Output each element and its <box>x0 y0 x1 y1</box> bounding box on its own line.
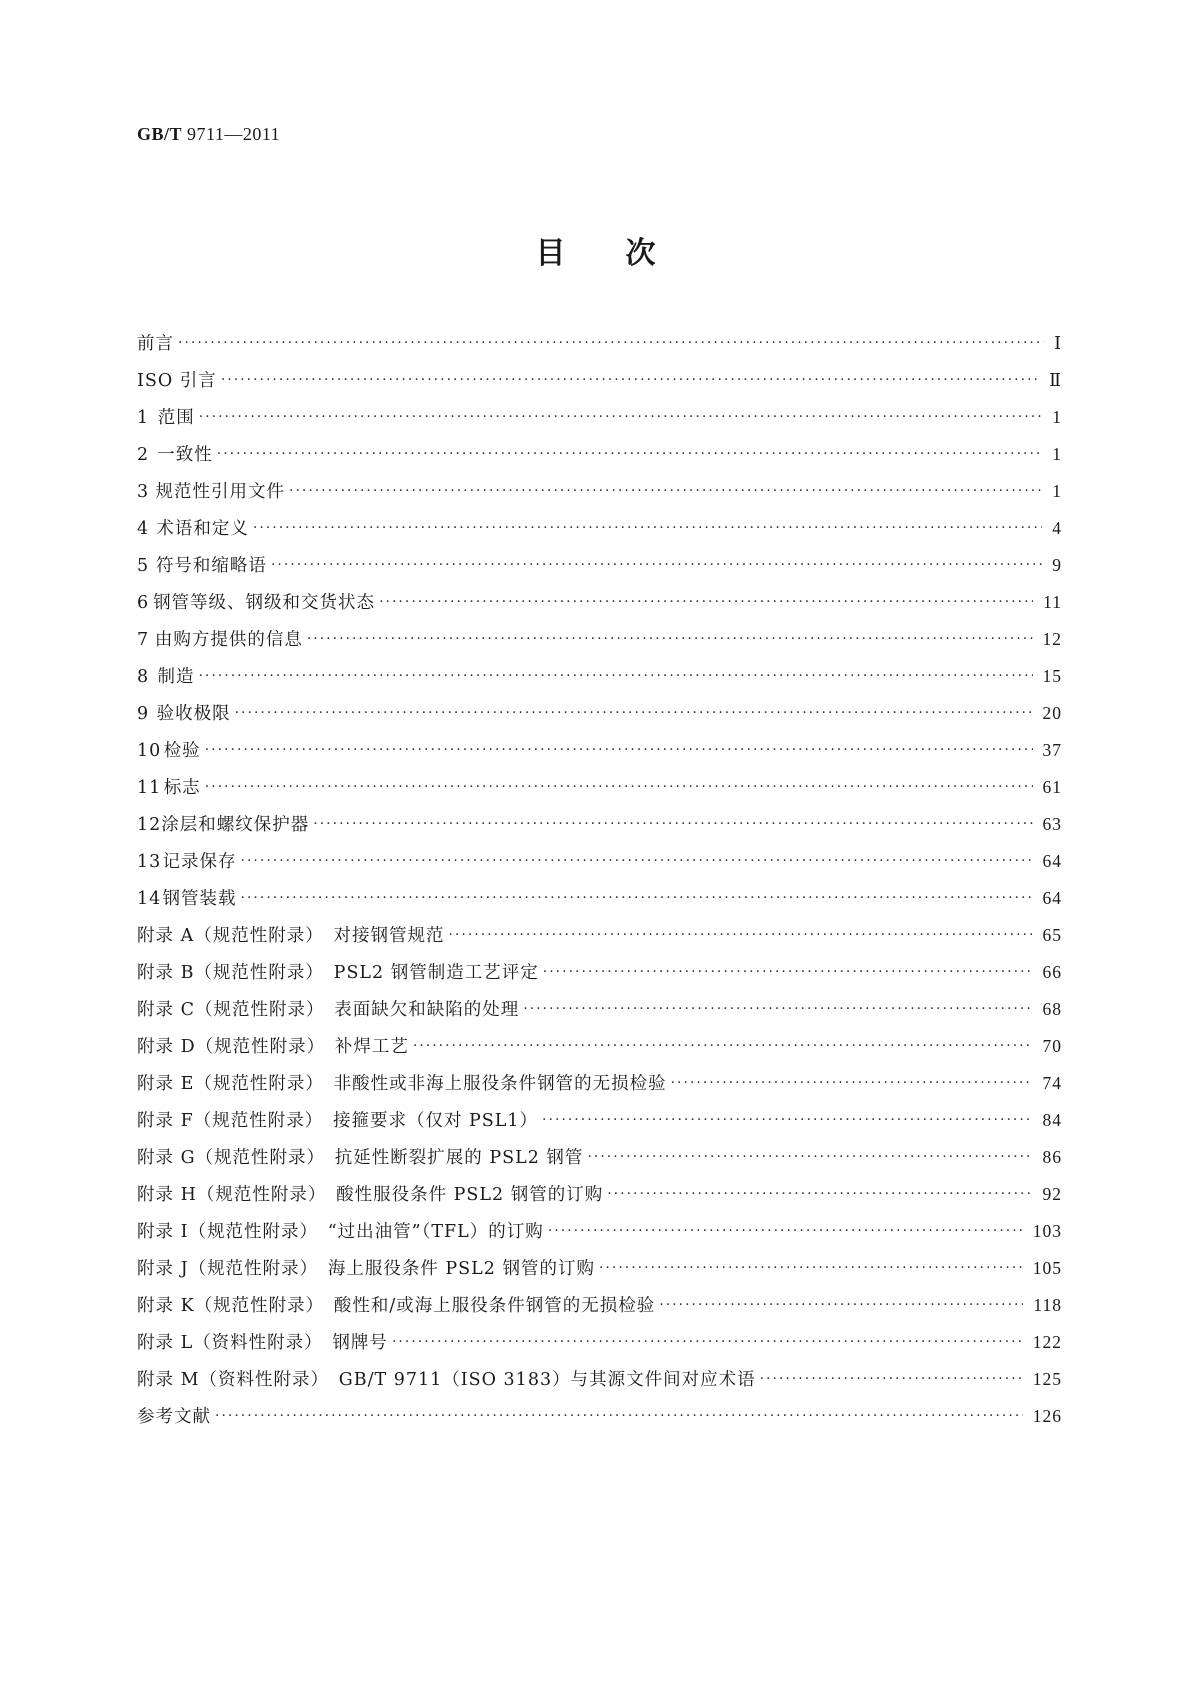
toc-entry-label: 涂层和螺纹保护器 <box>161 815 310 835</box>
toc-leader-dots <box>178 335 1044 351</box>
toc-entry-page: 66 <box>1042 962 1062 982</box>
toc-entry-number: 9 <box>137 704 150 724</box>
toc-entry-label: 一致性 <box>157 445 213 465</box>
toc-entry-number: 7 <box>137 630 150 650</box>
toc-entry-page: Ⅰ <box>1054 333 1062 353</box>
toc-entry-page: 15 <box>1042 666 1062 686</box>
toc-entry-label: 标志 <box>163 778 201 798</box>
toc-entry[interactable] <box>137 552 1062 589</box>
toc-entry-label: 前言 <box>137 334 174 354</box>
toc-leader-dots <box>217 446 1042 462</box>
toc-entry-number: 13 <box>137 852 162 872</box>
toc-entry[interactable] <box>137 1181 1062 1218</box>
toc-entry-label: 附录 A（规范性附录） 对接钢管规范 <box>137 926 445 946</box>
toc-leader-dots <box>379 594 1033 610</box>
page-title: 目次 <box>535 236 716 271</box>
toc-leader-dots <box>671 1075 1033 1091</box>
toc-entry-number: 11 <box>137 778 162 798</box>
toc-leader-dots <box>241 853 1033 869</box>
toc-leader-dots <box>313 816 1032 832</box>
toc-leader-dots <box>215 1408 1023 1424</box>
toc-entry-number: 4 <box>137 519 150 539</box>
toc-entry-number: 10 <box>137 741 162 761</box>
toc-entry[interactable] <box>137 1366 1062 1403</box>
toc-entry-label: 验收极限 <box>156 704 231 724</box>
toc-entry[interactable] <box>137 1218 1062 1255</box>
toc-leader-dots <box>241 890 1033 906</box>
toc-entry[interactable] <box>137 737 1062 774</box>
standard-code: 9711—2011 <box>187 124 281 144</box>
toc-entry-page: 64 <box>1042 851 1062 871</box>
toc-entry-label: 附录 I（规范性附录） “过出油管”（TFL）的订购 <box>137 1222 544 1242</box>
toc-leader-dots <box>587 1149 1032 1165</box>
toc-entry-label: 参考文献 <box>137 1407 211 1427</box>
toc-entry-page: 126 <box>1032 1406 1062 1426</box>
toc-leader-dots <box>542 1112 1032 1128</box>
toc-entry[interactable] <box>137 626 1062 663</box>
toc-entry-page: 103 <box>1032 1221 1062 1241</box>
toc-leader-dots <box>307 631 1033 647</box>
toc-leader-dots <box>221 372 1039 388</box>
toc-entry[interactable] <box>137 959 1062 996</box>
toc-entry-label: 范围 <box>157 408 195 428</box>
toc-entry-label: 术语和定义 <box>156 519 249 539</box>
toc-entry-label: 记录保存 <box>162 852 237 872</box>
toc-leader-dots <box>760 1371 1023 1387</box>
toc-entry-page: 122 <box>1032 1332 1062 1352</box>
toc-leader-dots <box>543 964 1033 980</box>
toc-entry-number: 8 <box>137 667 150 687</box>
toc-entry-page: 4 <box>1052 518 1062 538</box>
toc-entry[interactable] <box>137 367 1062 404</box>
toc-entry-label: ISO 引言 <box>137 371 217 391</box>
toc-entry-label: 附录 D（规范性附录） 补焊工艺 <box>137 1037 409 1057</box>
toc-leader-dots <box>607 1186 1032 1202</box>
toc-entry-page: 118 <box>1033 1295 1062 1315</box>
toc-entry-page: 9 <box>1052 555 1062 575</box>
toc-entry-label: 附录 H（规范性附录） 酸性服役条件 PSL2 钢管的订购 <box>137 1185 604 1205</box>
toc-entry-page: 74 <box>1042 1073 1062 1093</box>
toc-leader-dots <box>659 1297 1023 1313</box>
toc-entry[interactable] <box>137 663 1062 700</box>
toc-entry-label: 附录 M（资料性附录） GB/T 9711（ISO 3183）与其源文件间对应术语 <box>137 1370 756 1390</box>
toc-entry-label: 附录 L（资料性附录） 钢牌号 <box>137 1333 388 1353</box>
toc-entry-label: 检验 <box>163 741 201 761</box>
toc-entry-number: 5 <box>137 556 150 576</box>
table-of-contents <box>137 330 1062 1440</box>
toc-entry-page: 92 <box>1042 1184 1062 1204</box>
toc-leader-dots <box>205 742 1033 758</box>
toc-leader-dots <box>523 1001 1032 1017</box>
toc-entry[interactable] <box>137 700 1062 737</box>
toc-entry-page: 84 <box>1042 1110 1062 1130</box>
toc-entry-label: 规范性引用文件 <box>155 482 285 502</box>
toc-entry-page: 61 <box>1042 777 1062 797</box>
toc-entry-label: 附录 J（规范性附录） 海上服役条件 PSL2 钢管的订购 <box>137 1259 595 1279</box>
toc-entry-page: 68 <box>1042 999 1062 1019</box>
toc-entry-page: 86 <box>1042 1147 1062 1167</box>
toc-entry[interactable] <box>137 1329 1062 1366</box>
toc-entry[interactable] <box>137 330 1062 367</box>
toc-entry-number: 12 <box>137 815 162 835</box>
toc-leader-dots <box>413 1038 1033 1054</box>
toc-entry[interactable] <box>137 885 1062 922</box>
toc-leader-dots <box>289 483 1042 499</box>
toc-entry-page: 11 <box>1043 592 1062 612</box>
toc-entry-page: 1 <box>1052 407 1062 427</box>
toc-entry-page: 70 <box>1042 1036 1062 1056</box>
toc-leader-dots <box>599 1260 1023 1276</box>
toc-entry-label: 符号和缩略语 <box>155 556 267 576</box>
toc-entry-label: 附录 C（规范性附录） 表面缺欠和缺陷的处理 <box>137 1000 520 1020</box>
toc-entry-page: 37 <box>1042 740 1062 760</box>
toc-leader-dots <box>199 409 1043 425</box>
toc-entry[interactable] <box>137 774 1062 811</box>
toc-entry-number: 1 <box>137 408 150 428</box>
toc-entry[interactable] <box>137 589 1062 626</box>
toc-entry[interactable] <box>137 515 1062 552</box>
toc-leader-dots <box>205 779 1033 795</box>
toc-leader-dots <box>271 557 1042 573</box>
toc-entry-label: 钢管等级、钢级和交货状态 <box>153 593 376 613</box>
toc-leader-dots <box>392 1334 1023 1350</box>
toc-entry[interactable] <box>137 1070 1062 1107</box>
toc-entry-number: 14 <box>137 889 162 909</box>
toc-entry[interactable] <box>137 1255 1062 1292</box>
toc-leader-dots <box>235 705 1033 721</box>
toc-entry[interactable] <box>137 441 1062 478</box>
toc-entry-number: 2 <box>137 445 150 465</box>
toc-entry-label: 附录 K（规范性附录） 酸性和/或海上服役条件钢管的无损检验 <box>137 1296 656 1316</box>
toc-entry[interactable] <box>137 996 1062 1033</box>
toc-entry-page: 1 <box>1052 481 1062 501</box>
toc-entry-page: 125 <box>1032 1369 1062 1389</box>
toc-entry[interactable] <box>137 1144 1062 1181</box>
toc-entry[interactable] <box>137 1403 1062 1440</box>
toc-entry-page: 63 <box>1042 814 1062 834</box>
toc-entry-page: 1 <box>1052 444 1062 464</box>
toc-entry-page: Ⅱ <box>1049 370 1062 390</box>
standard-number <box>137 124 280 145</box>
toc-leader-dots <box>548 1223 1023 1239</box>
toc-entry-number: 3 <box>137 482 150 502</box>
toc-leader-dots <box>253 520 1042 536</box>
toc-entry-label: 附录 E（规范性附录） 非酸性或非海上服役条件钢管的无损检验 <box>137 1074 667 1094</box>
toc-entry-page: 105 <box>1032 1258 1062 1278</box>
toc-entry-page: 65 <box>1042 925 1062 945</box>
toc-entry-label: 附录 G（规范性附录） 抗延性断裂扩展的 PSL2 钢管 <box>137 1148 584 1168</box>
toc-entry[interactable] <box>137 848 1062 885</box>
toc-entry[interactable] <box>137 922 1062 959</box>
toc-leader-dots <box>198 668 1032 684</box>
toc-entry-label: 附录 B（规范性附录） PSL2 钢管制造工艺评定 <box>137 963 539 983</box>
toc-entry[interactable] <box>137 478 1062 515</box>
toc-leader-dots <box>448 927 1032 943</box>
toc-entry-label: 制造 <box>157 667 195 687</box>
toc-entry-number: 6 <box>137 593 150 613</box>
toc-entry-label: 由购方提供的信息 <box>154 630 303 650</box>
toc-entry[interactable] <box>137 811 1062 848</box>
toc-entry-page: 20 <box>1042 703 1062 723</box>
toc-entry-label: 钢管装载 <box>162 889 237 909</box>
toc-entry[interactable] <box>137 1107 1062 1144</box>
toc-entry[interactable] <box>137 1292 1062 1329</box>
toc-entry-label: 附录 F（规范性附录） 接箍要求（仅对 PSL1） <box>137 1111 539 1131</box>
toc-entry-page: 12 <box>1042 629 1062 649</box>
toc-entry[interactable] <box>137 404 1062 441</box>
toc-entry[interactable] <box>137 1033 1062 1070</box>
toc-entry-page: 64 <box>1042 888 1062 908</box>
standard-prefix: GB/T <box>137 124 183 144</box>
